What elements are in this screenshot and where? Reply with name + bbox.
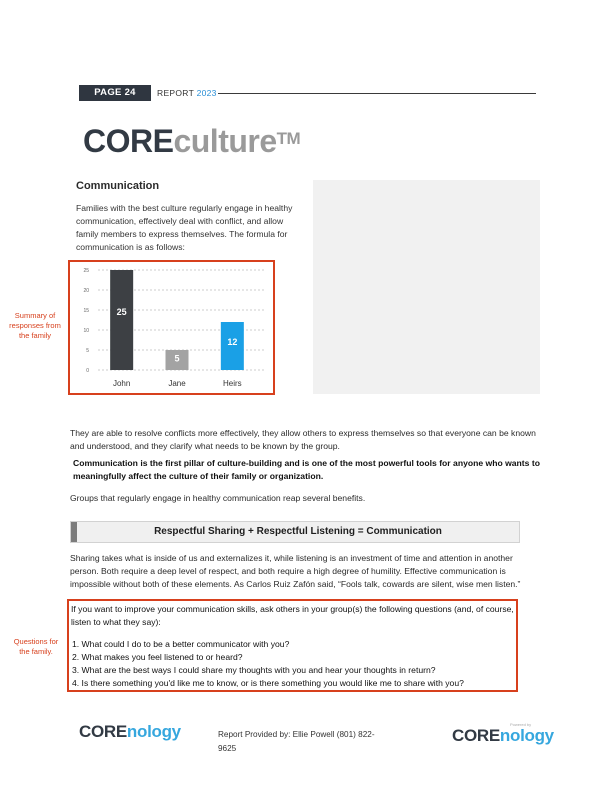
data-label: 25	[116, 307, 127, 317]
section-title: Communication	[76, 180, 160, 192]
coreculture-logo	[83, 121, 300, 161]
report-label	[157, 88, 217, 98]
body-paragraph-4: Sharing takes what is inside of us and externalizes it, while listening is an investment of time and attention in another person. Both require a deep level of respect, and both require a high degree of humility. Effective communication is impossible without both of these elements. As Carlos Ruiz Zafón said, “Fools talk, cowards are silent, wise men listen.”	[70, 553, 521, 589]
y-tick-label: 5	[86, 348, 89, 354]
footer-logo-nology: nology	[126, 722, 181, 741]
y-tick-label: 10	[83, 328, 89, 334]
x-tick-label: Jane	[168, 379, 186, 388]
y-tick-label: 25	[83, 268, 89, 274]
report-label-text: REPORT	[157, 88, 194, 98]
y-tick-label: 15	[83, 308, 89, 314]
body-paragraph-2: Communication is the first pillar of culture-building and is one of the most powerful tools for anyone who wants to meaningfully affect the culture of their family or organization.	[73, 458, 540, 481]
body-paragraph-3: Groups that regularly engage in healthy communication reap several benefits.	[70, 493, 366, 503]
header-divider	[218, 93, 536, 94]
question-item: 1. What could I do to be a better communicator with you?	[72, 639, 290, 649]
bar	[110, 270, 133, 370]
logo-trademark: TM	[276, 129, 301, 148]
question-item: 2. What makes you feel listened to or heard?	[72, 652, 243, 662]
powered-logo-core: CORE	[452, 726, 500, 745]
logo-core: CORE	[83, 123, 174, 159]
powered-by-label: Powered by	[510, 722, 532, 727]
logo-culture: culture	[173, 123, 277, 159]
x-tick-label: John	[112, 379, 131, 388]
formula-banner	[70, 521, 520, 543]
data-label: 12	[227, 337, 238, 348]
footer-corenology-logo	[79, 722, 181, 742]
x-tick-label: Heirs	[222, 379, 242, 388]
question-item: 4. Is there something you'd like me to know, or is there something you would like me to share with you?	[72, 678, 464, 688]
y-tick-label: 20	[83, 288, 89, 294]
data-label: 5	[174, 353, 180, 364]
page-number-badge: PAGE 24	[79, 85, 151, 101]
section-intro: Families with the best culture regularly engage in healthy communication, effectively deal with conflict, and allow family members to express themselves. The formula for communication is as follows:	[76, 203, 293, 252]
y-tick-label: 0	[86, 368, 89, 374]
responses-bar-chart	[68, 260, 275, 395]
report-provider: Report Provided by: Ellie Powell (801) 822-9625	[218, 730, 375, 753]
report-year: 2023	[196, 88, 217, 98]
image-placeholder	[313, 180, 540, 394]
questions-intro: If you want to improve your communication skills, ask others in your group(s) the following questions (and, of course, listen to what they say):	[71, 604, 514, 627]
body-paragraph-1: They are able to resolve conflicts more effectively, they allow others to express themselves so that everyone can be known and understood, and they clarify what needs to be known by the group.	[70, 428, 536, 451]
questions-side-note: Questions for the family.	[13, 637, 59, 656]
chart-side-note: Summary of responses from the family	[9, 311, 61, 340]
question-item: 3. What are the best ways I could share my thoughts with you and hear your thoughts in return?	[72, 665, 436, 675]
powered-corenology-logo	[452, 726, 554, 746]
footer-logo-core: CORE	[79, 722, 127, 741]
powered-logo-nology: nology	[499, 726, 554, 745]
questions-list	[72, 638, 516, 690]
banner-text: Respectful Sharing + Respectful Listening = Communication	[154, 526, 442, 537]
